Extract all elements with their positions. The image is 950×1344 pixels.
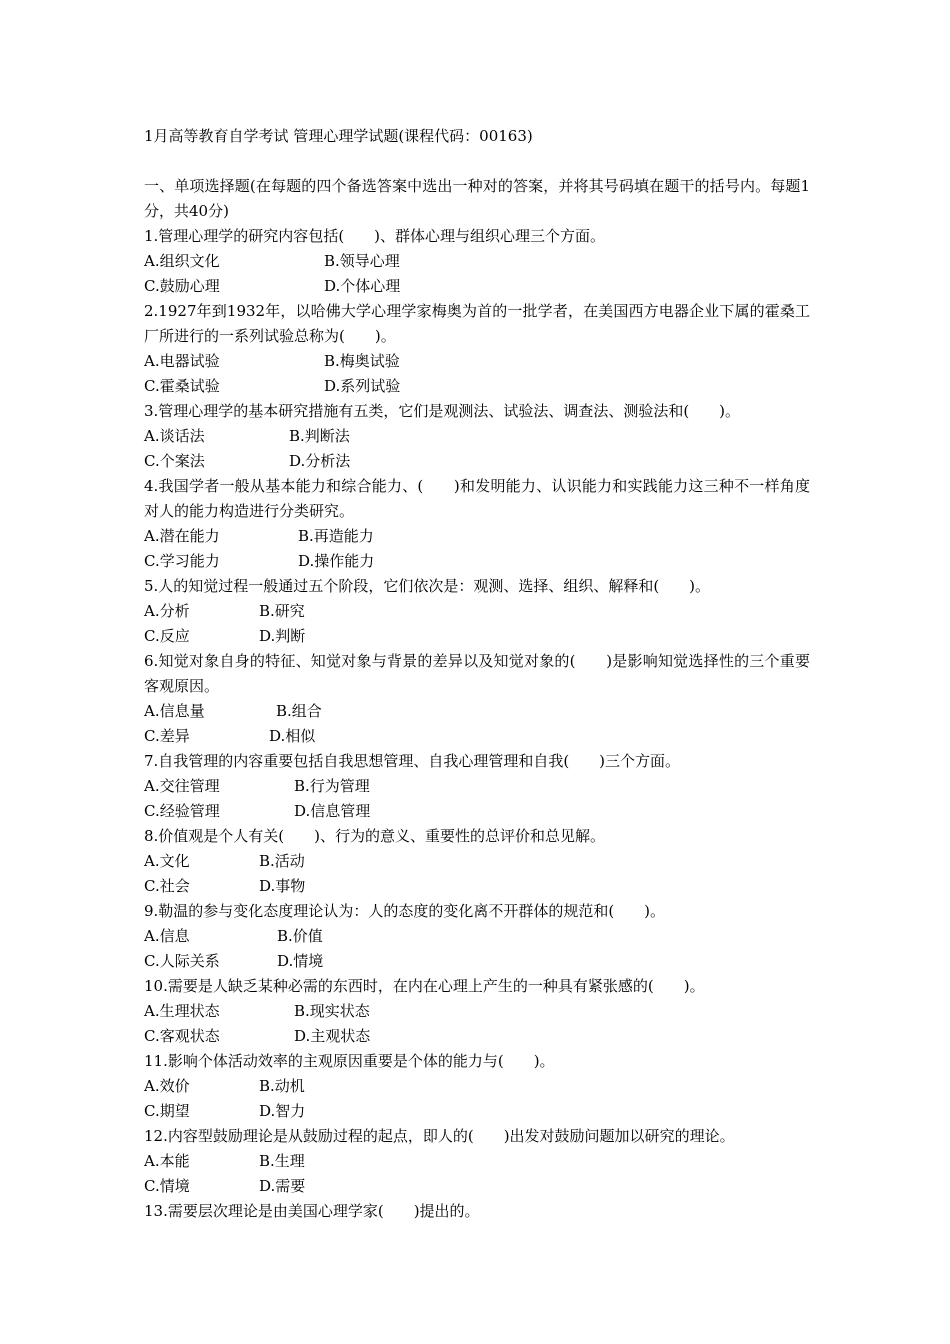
option-a: A.电器试验 xyxy=(144,352,220,370)
option-row xyxy=(144,274,810,299)
option-b: B.再造能力 xyxy=(298,527,374,545)
option-row xyxy=(144,1024,810,1049)
question-item xyxy=(144,1199,810,1224)
option-d: D.相似 xyxy=(269,727,316,745)
option-b: B.活动 xyxy=(259,852,305,870)
question-stem: 5.人的知觉过程一般通过五个阶段，它们依次是：观测、选择、组织、解释和( )。 xyxy=(144,577,711,595)
option-c: C.个案法 xyxy=(144,452,205,470)
question-stem: 4.我国学者一般从基本能力和综合能力、( )和发明能力、认识能力和实践能力这三种不一样角度对人的能力构造进行分类研究。 xyxy=(144,477,810,520)
option-c: C.人际关系 xyxy=(144,952,220,970)
question-item xyxy=(144,649,810,749)
option-c: C.反应 xyxy=(144,627,190,645)
option-row xyxy=(144,699,810,724)
question-stem: 11.影响个体活动效率的主观原因重要是个体的能力与( )。 xyxy=(144,1052,555,1070)
option-b: B.现实状态 xyxy=(294,1002,370,1020)
question-list xyxy=(144,224,810,1224)
question-stem: 7.自我管理的内容重要包括自我思想管理、自我心理管理和自我( )三个方面。 xyxy=(144,752,681,770)
question-item xyxy=(144,974,810,1049)
option-d: D.操作能力 xyxy=(298,552,375,570)
option-a: A.生理状态 xyxy=(144,1002,220,1020)
option-row xyxy=(144,724,810,749)
option-row xyxy=(144,524,810,549)
option-d: D.判断 xyxy=(259,627,306,645)
document-body xyxy=(144,124,810,1224)
question-item xyxy=(144,474,810,574)
option-b: B.判断法 xyxy=(289,427,350,445)
option-d: D.主观状态 xyxy=(294,1027,371,1045)
question-item xyxy=(144,574,810,649)
option-b: B.价值 xyxy=(277,927,323,945)
question-item xyxy=(144,1049,810,1124)
option-c: C.期望 xyxy=(144,1102,190,1120)
option-b: B.组合 xyxy=(276,702,322,720)
option-d: D.系列试验 xyxy=(324,377,401,395)
option-a: A.组织文化 xyxy=(144,252,220,270)
option-b: B.动机 xyxy=(259,1077,305,1095)
question-stem: 9.勒温的参与变化态度理论认为：人的态度的变化离不开群体的规范和( )。 xyxy=(144,902,666,920)
option-d: D.需要 xyxy=(259,1177,306,1195)
option-d: D.个体心理 xyxy=(324,277,401,295)
option-a: A.效价 xyxy=(144,1077,190,1095)
option-b: B.生理 xyxy=(259,1152,305,1170)
option-row xyxy=(144,799,810,824)
option-row xyxy=(144,849,810,874)
option-d: D.分析法 xyxy=(289,452,351,470)
option-a: A.谈话法 xyxy=(144,427,205,445)
option-row xyxy=(144,1174,810,1199)
option-d: D.信息管理 xyxy=(294,802,371,820)
option-row xyxy=(144,949,810,974)
option-row xyxy=(144,774,810,799)
option-c: C.客观状态 xyxy=(144,1027,220,1045)
option-a: A.交往管理 xyxy=(144,777,220,795)
option-row xyxy=(144,374,810,399)
question-stem: 12.内容型鼓励理论是从鼓励过程的起点，即人的( )出发对鼓励问题加以研究的理论。 xyxy=(144,1127,735,1145)
option-c: C.鼓励心理 xyxy=(144,277,220,295)
option-a: A.本能 xyxy=(144,1152,190,1170)
question-stem: 2.1927年到1932年，以哈佛大学心理学家梅奥为首的一批学者，在美国西方电器企业下属的霍桑工厂所进行的一系列试验总称为( )。 xyxy=(144,302,810,345)
question-item xyxy=(144,1124,810,1199)
option-d: D.情境 xyxy=(277,952,324,970)
option-c: C.学习能力 xyxy=(144,552,220,570)
option-row xyxy=(144,999,810,1024)
question-item xyxy=(144,899,810,974)
option-a: A.信息量 xyxy=(144,702,205,720)
option-b: B.研究 xyxy=(259,602,305,620)
option-a: A.信息 xyxy=(144,927,190,945)
option-a: A.文化 xyxy=(144,852,190,870)
section-heading: 一、单项选择题(在每题的四个备选答案中选出一种对的答案，并将其号码填在题干的括号内。每题1分，共40分) xyxy=(144,177,810,220)
option-row xyxy=(144,1074,810,1099)
spacer xyxy=(144,149,810,174)
question-item xyxy=(144,399,810,474)
option-row xyxy=(144,599,810,624)
option-d: D.事物 xyxy=(259,877,306,895)
option-row xyxy=(144,624,810,649)
option-row xyxy=(144,449,810,474)
question-item xyxy=(144,299,810,399)
option-row xyxy=(144,424,810,449)
question-stem: 10.需要是人缺乏某种必需的东西时，在内在心理上产生的一种具有紧张感的( )。 xyxy=(144,977,705,995)
option-row xyxy=(144,874,810,899)
option-c: C.霍桑试验 xyxy=(144,377,220,395)
question-item xyxy=(144,824,810,899)
option-row xyxy=(144,249,810,274)
option-row xyxy=(144,349,810,374)
option-b: B.行为管理 xyxy=(294,777,370,795)
question-stem: 13.需要层次理论是由美国心理学家( )提出的。 xyxy=(144,1202,480,1220)
question-stem: 8.价值观是个人有关( )、行为的意义、重要性的总评价和总见解。 xyxy=(144,827,606,845)
option-c: C.经验管理 xyxy=(144,802,220,820)
option-c: C.差异 xyxy=(144,727,190,745)
option-d: D.智力 xyxy=(259,1102,306,1120)
question-item xyxy=(144,749,810,824)
question-item xyxy=(144,224,810,299)
question-stem: 1.管理心理学的研究内容包括( )、群体心理与组织心理三个方面。 xyxy=(144,227,606,245)
option-a: A.潜在能力 xyxy=(144,527,220,545)
option-row xyxy=(144,549,810,574)
option-row xyxy=(144,1149,810,1174)
option-row xyxy=(144,1099,810,1124)
option-c: C.社会 xyxy=(144,877,190,895)
question-stem: 3.管理心理学的基本研究措施有五类，它们是观测法、试验法、调查法、测验法和( )。 xyxy=(144,402,741,420)
option-c: C.情境 xyxy=(144,1177,190,1195)
option-a: A.分析 xyxy=(144,602,190,620)
option-b: B.领导心理 xyxy=(324,252,400,270)
question-stem: 6.知觉对象自身的特征、知觉对象与背景的差异以及知觉对象的( )是影响知觉选择性的三个重要客观原因。 xyxy=(144,652,810,695)
option-row xyxy=(144,924,810,949)
option-b: B.梅奥试验 xyxy=(324,352,400,370)
document-title: 1月高等教育自学考试 管理心理学试题(课程代码：00163) xyxy=(144,127,533,145)
